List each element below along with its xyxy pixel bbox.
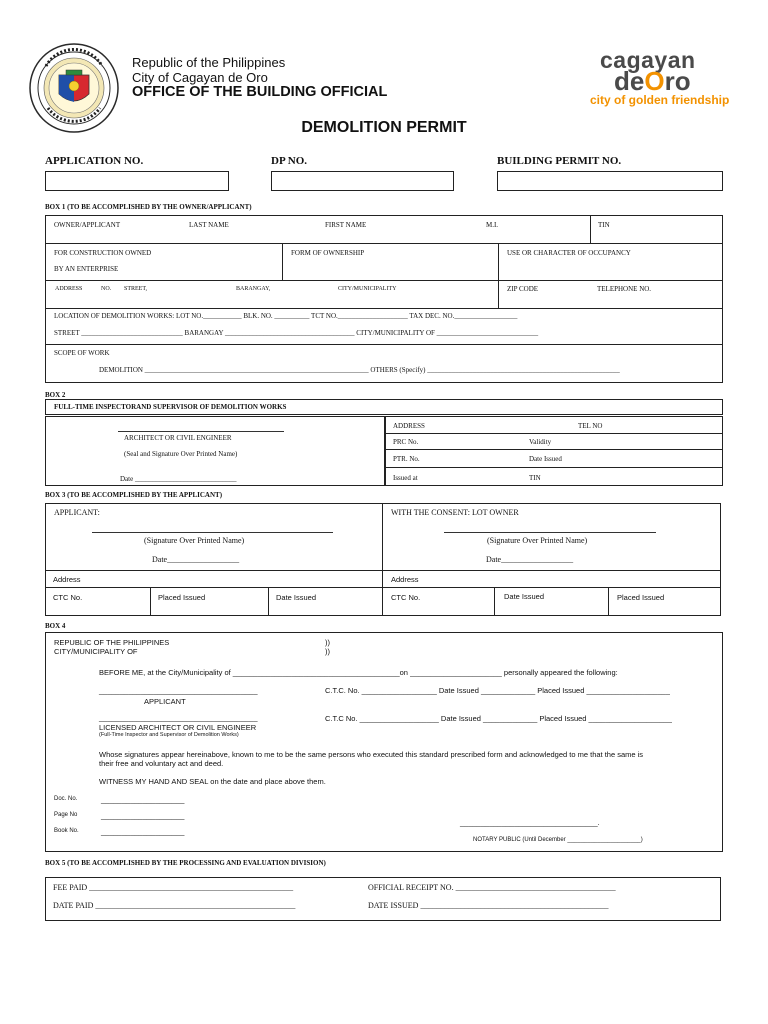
seal-signature-label: (Seal and Signature Over Printed Name) — [124, 450, 238, 458]
page-title: DEMOLITION PERMIT — [301, 119, 467, 136]
address-label: ADDRESS — [55, 286, 83, 292]
box3-consent-label: WITH THE CONSENT: LOT OWNER — [391, 508, 519, 517]
page-no-label: Page No — [54, 812, 78, 818]
box2-label: BOX 2 — [45, 391, 66, 399]
logo-word-de: de — [614, 66, 645, 96]
bracket-2: )) — [325, 647, 330, 656]
whose-signatures-line-2: their free and voluntary act and deed. — [99, 759, 224, 768]
book-no-label: Book No. — [54, 828, 79, 834]
republic-label: REPUBLIC OF THE PHILIPPINES — [54, 638, 170, 647]
scope-of-work-label: SCOPE OF WORK — [54, 349, 110, 357]
book-no-line: ____________________ — [101, 827, 185, 836]
box4-label: BOX 4 — [45, 622, 66, 630]
construction-label-1: FOR CONSTRUCTION OWNED — [54, 249, 152, 257]
box2-tin-label: TIN — [529, 474, 541, 482]
owner-date-issued-label: Date Issued — [504, 592, 545, 601]
doc-no-line: ____________________ — [101, 795, 185, 804]
logo-word-o: O — [644, 66, 665, 96]
dp-no-label: DP NO. — [271, 155, 308, 167]
first-name-label: FIRST NAME — [325, 221, 367, 229]
mi-label: M.I. — [486, 221, 499, 229]
header-republic: Republic of the Philippines — [132, 55, 286, 70]
header-city: City of Cagayan de Oro — [132, 70, 268, 85]
prc-label: PRC No. — [393, 438, 419, 446]
ptr-label: PTR. No. — [393, 455, 420, 463]
fee-paid-line: FEE PAID ___________________________________________________ — [53, 883, 294, 892]
box2-address-label: ADDRESS — [393, 422, 425, 430]
applicant-address-label: Address — [53, 575, 81, 584]
whose-signatures-line-1: Whose signatures appear hereinabove, known to me to be the same persons who executed this standard prescribed form and acknowledged to me that the same is — [99, 750, 644, 759]
tin-label: TIN — [598, 221, 610, 229]
applicant-sign-line: ______________________________________ — [99, 686, 258, 695]
before-me-line: BEFORE ME, at the City/Municipality of ________________________________________on ______________________ personally appeared the following: — [99, 668, 618, 677]
date-paid-line: DATE PAID __________________________________________________ — [53, 901, 296, 910]
building-permit-no-label: BUILDING PERMIT NO. — [497, 155, 622, 167]
ctc-line-1: C.T.C. No. __________________ Date Issued _____________ Placed Issued ____________________ — [325, 686, 670, 695]
zip-code-label: ZIP CODE — [507, 285, 539, 293]
logo-word-cagayan: cagayan — [600, 47, 696, 73]
box2-title: FULL-TIME INSPECTORAND SUPERVISOR OF DEMOLITION WORKS — [54, 403, 287, 411]
applicant-placed-issued-label: Placed Issued — [158, 593, 206, 602]
city-municipality-label: CITY/MUNICIPALITY OF — [54, 647, 138, 656]
box1-frame — [45, 215, 723, 383]
application-no-field[interactable] — [45, 171, 229, 191]
location-line-1: LOCATION OF DEMOLITION WORKS: LOT NO.___________ BLK. NO. __________ TCT NO.____________________ TAX DEC. NO.__________________ — [54, 312, 518, 320]
owner-date-line: Date__________________ — [486, 555, 574, 564]
box2-date-line: Date _____________________________ — [120, 475, 237, 483]
issued-at-label: Issued at — [393, 474, 418, 482]
architect-label: ARCHITECT OR CIVIL ENGINEER — [124, 434, 232, 442]
notary-sign-line: _________________________________. — [460, 818, 600, 827]
demolition-line: DEMOLITION ________________________________________________________________ OTHERS (Specify) _______________________________________________________ — [99, 366, 620, 374]
use-occupancy-label: USE OR CHARACTER OF OCCUPANCY — [507, 249, 631, 257]
witness-line: WITNESS MY HAND AND SEAL on the date and place above them. — [99, 777, 326, 786]
box2-date-issued-label: Date Issued — [529, 455, 562, 463]
owner-signature-label: (Signature Over Printed Name) — [487, 536, 588, 545]
address-street-label: STREET, — [124, 286, 148, 292]
address-city-label: CITY/MUNICIPALITY — [338, 286, 397, 292]
page-no-line: ____________________ — [101, 811, 185, 820]
box2-tel-label: TEL NO — [578, 422, 603, 430]
bracket-1: )) — [325, 638, 330, 647]
applicant-signature-label: (Signature Over Printed Name) — [144, 536, 245, 545]
applicant-ctc-label: CTC No. — [53, 593, 83, 602]
form-ownership-label: FORM OF OWNERSHIP — [291, 249, 365, 257]
owner-placed-issued-label: Placed Issued — [617, 593, 665, 602]
telephone-label: TELEPHONE NO. — [597, 285, 652, 293]
logo-tagline: city of golden friendship — [590, 93, 730, 107]
address-barangay-label: BARANGAY, — [236, 286, 271, 292]
box4-applicant-label: APPLICANT — [144, 697, 186, 706]
licensed-engineer-sub: (Full-Time Inspector and Supervisor of Demolition Works) — [99, 732, 239, 738]
construction-label-2: BY AN ENTERPRISE — [54, 265, 119, 273]
applicant-date-line: Date__________________ — [152, 555, 240, 564]
box3-title: BOX 3 (TO BE ACCOMPLISHED BY THE APPLICANT) — [45, 491, 223, 499]
validity-label: Validity — [529, 438, 552, 446]
box3-applicant-label: APPLICANT: — [54, 508, 100, 517]
address-no-label: NO. — [101, 286, 112, 292]
logo-word-ro: ro — [664, 66, 691, 96]
box5-date-issued-line: DATE ISSUED _______________________________________________ — [368, 901, 609, 910]
owner-ctc-label: CTC No. — [391, 593, 421, 602]
notary-public-label: NOTARY PUBLIC (Until December ______________________) — [473, 837, 643, 843]
owner-applicant-label: OWNER/APPLICANT — [54, 221, 121, 229]
location-line-2: STREET _____________________________ BARANGAY _____________________________________ CITY/MUNICIPALITY OF _____________________________ — [54, 329, 539, 337]
cdo-logo — [588, 48, 748, 112]
licensed-engineer-label: LICENSED ARCHITECT OR CIVIL ENGINEER — [99, 723, 257, 732]
owner-address-label: Address — [391, 575, 419, 584]
box2-right-frame — [385, 416, 723, 486]
doc-no-label: Doc. No. — [54, 796, 78, 802]
official-receipt-line: OFFICIAL RECEIPT NO. ________________________________________ — [368, 883, 616, 892]
applicant-date-issued-label: Date Issued — [276, 593, 317, 602]
application-no-label: APPLICATION NO. — [45, 155, 144, 167]
engineer-sign-line: ______________________________________ — [99, 713, 258, 722]
last-name-label: LAST NAME — [189, 221, 229, 229]
ctc-line-2: C.T.C No. ___________________ Date Issued _____________ Placed Issued ____________________ — [325, 714, 672, 723]
building-permit-no-field[interactable] — [497, 171, 723, 191]
header-office: OFFICE OF THE BUILDING OFFICIAL — [132, 84, 388, 100]
dp-no-field[interactable] — [271, 171, 454, 191]
box5-title: BOX 5 (TO BE ACCOMPLISHED BY THE PROCESSING AND EVALUATION DIVISION) — [45, 859, 326, 867]
box1-title: BOX 1 (TO BE ACCOMPLISHED BY THE OWNER/APPLICANT) — [45, 203, 252, 211]
